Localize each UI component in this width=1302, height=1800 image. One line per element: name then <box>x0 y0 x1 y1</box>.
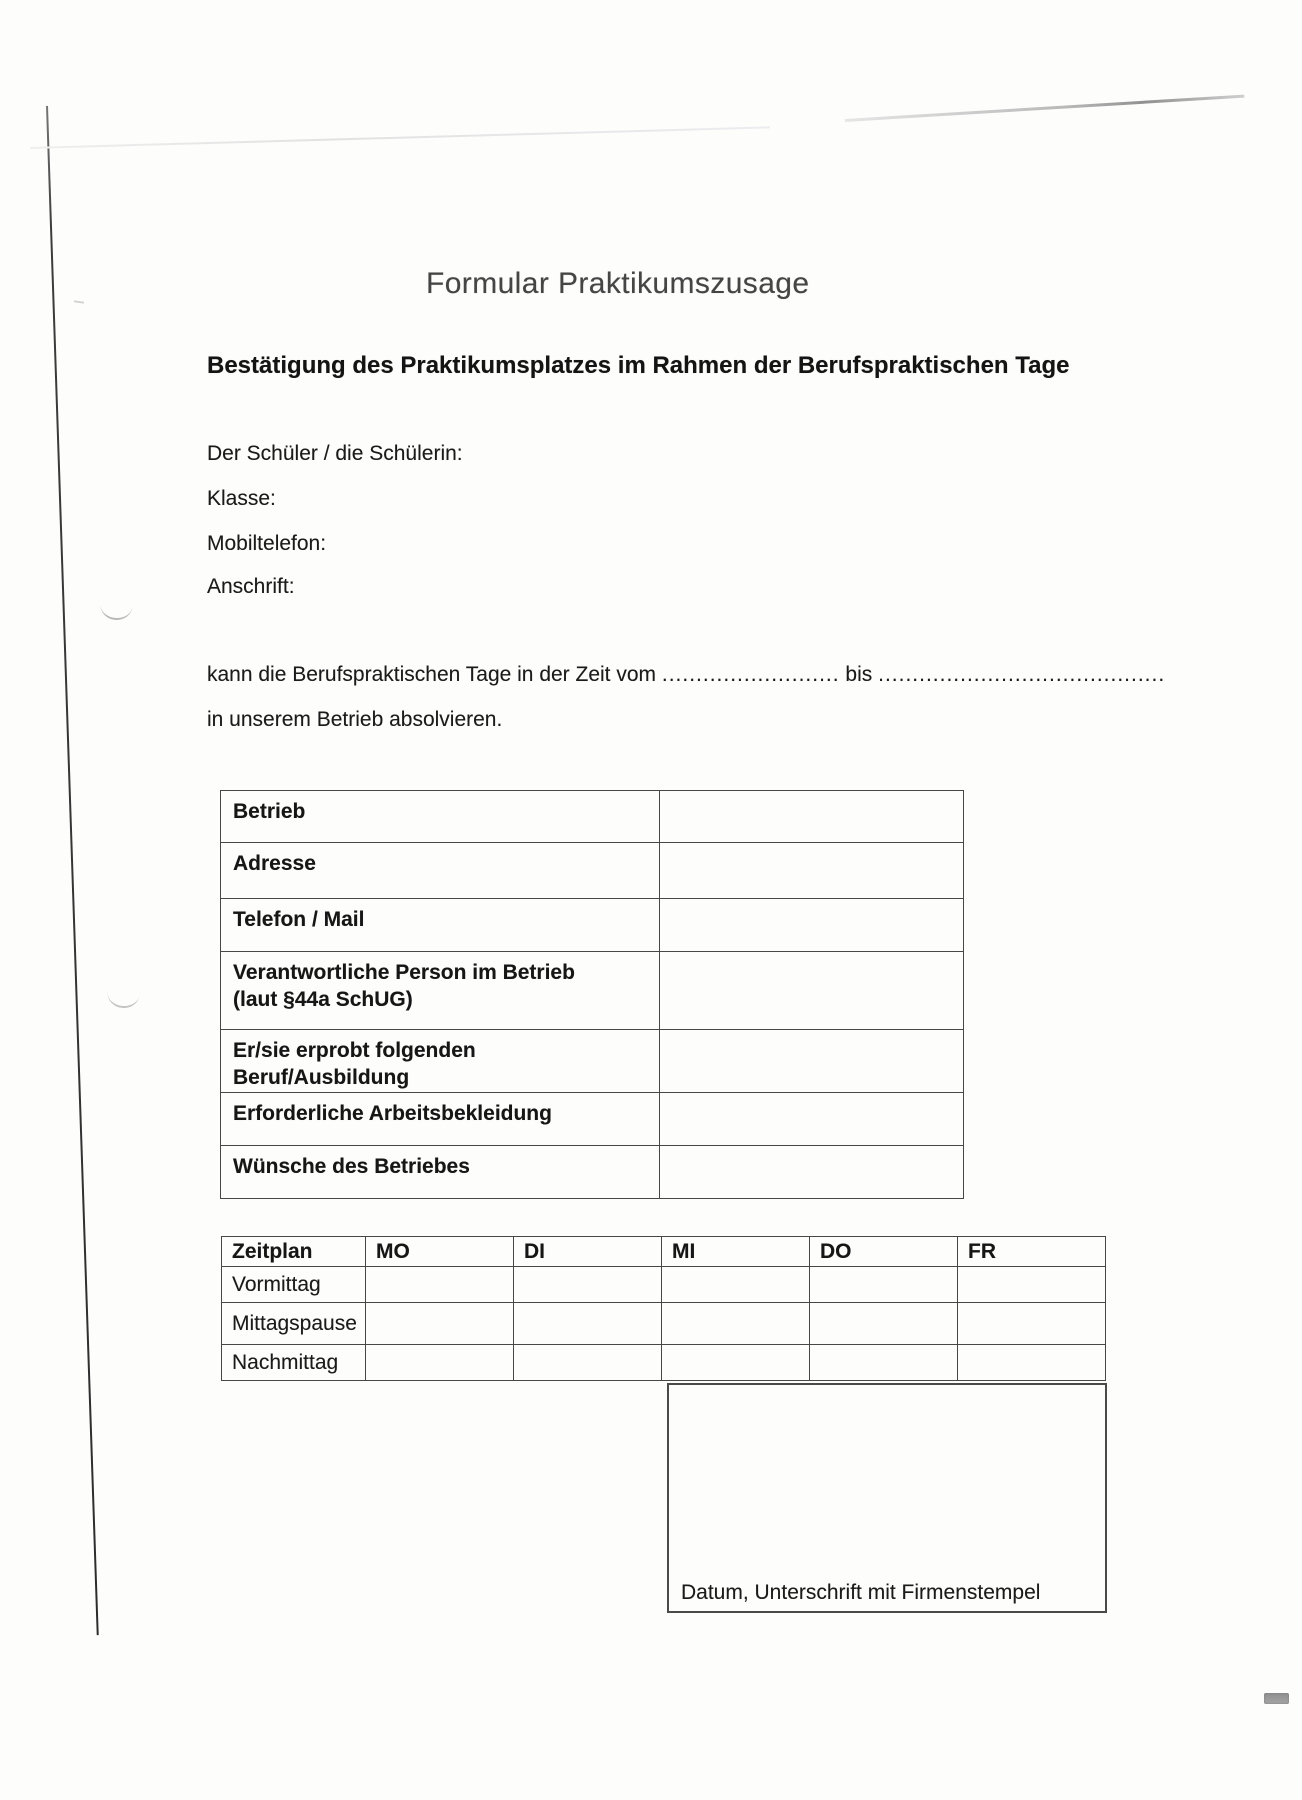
schedule-header-do: DO <box>810 1237 958 1267</box>
schedule-cell <box>366 1345 514 1381</box>
schedule-row-label: Vormittag <box>222 1267 366 1303</box>
table-row <box>221 952 964 1030</box>
schedule-cell <box>514 1303 662 1345</box>
table-row <box>221 791 964 843</box>
scan-fold-line <box>46 106 99 1635</box>
period-dotted-line-from: .......................... <box>661 663 840 686</box>
row-value-verantwortliche-person <box>660 952 964 1030</box>
schedule-header-row <box>222 1237 1106 1267</box>
row-value-adresse <box>660 843 964 899</box>
row-label-telefon-mail: Telefon / Mail <box>233 908 365 931</box>
scan-smudge <box>1264 1693 1289 1704</box>
schedule-row-label: Mittagspause <box>222 1303 366 1345</box>
schedule-row-nachmittag <box>222 1345 1106 1381</box>
field-label-class: Klasse: <box>207 487 276 510</box>
row-label-betrieb: Betrieb <box>233 800 306 823</box>
field-label-address: Anschrift: <box>207 575 295 598</box>
scan-pen-mark <box>106 991 139 1010</box>
field-label-mobile: Mobiltelefon: <box>207 532 327 555</box>
row-sublabel-schug: (laut §44a SchUG) <box>233 988 413 1012</box>
scan-pen-mark <box>99 603 132 621</box>
schedule-cell <box>958 1345 1106 1381</box>
row-label-wuensche: Wünsche des Betriebes <box>233 1154 470 1178</box>
scan-speck <box>74 300 84 303</box>
period-text-bis: bis <box>845 663 873 686</box>
schedule-header-fr: FR <box>958 1237 1106 1267</box>
row-label-verantwortliche-person: Verantwortliche Person im Betrieb <box>233 961 575 984</box>
schedule-cell <box>662 1267 810 1303</box>
schedule-cell <box>514 1345 662 1381</box>
period-sentence-line2: in unserem Betrieb absolvieren. <box>207 708 503 731</box>
schedule-cell <box>810 1267 958 1303</box>
table-row <box>221 899 964 952</box>
schedule-header-mo: MO <box>366 1237 514 1267</box>
schedule-table <box>221 1236 1106 1381</box>
document-title: Formular Praktikumszusage <box>426 267 810 300</box>
schedule-header-mi: MI <box>662 1237 810 1267</box>
row-label-arbeitsbekleidung: Erforderliche Arbeitsbekleidung <box>233 1101 552 1125</box>
row-value-beruf-ausbildung <box>660 1030 964 1093</box>
schedule-cell <box>958 1303 1106 1345</box>
scan-edge-line-right <box>845 95 1244 122</box>
row-value-wuensche <box>660 1145 964 1198</box>
company-table <box>220 790 964 1199</box>
schedule-cell <box>366 1267 514 1303</box>
row-value-betrieb <box>660 791 964 843</box>
schedule-row-mittagspause <box>222 1303 1106 1345</box>
signature-box <box>667 1383 1107 1613</box>
document-heading: Bestätigung des Praktikumsplatzes im Rahmen der Berufspraktischen Tage <box>207 352 1070 379</box>
table-row <box>221 1030 964 1093</box>
scan-edge-line-left <box>30 126 770 149</box>
row-label-adresse: Adresse <box>233 852 316 875</box>
schedule-cell <box>662 1345 810 1381</box>
row-label-beruf-ausbildung: Er/sie erprobt folgenden Beruf/Ausbildung <box>233 1039 476 1090</box>
signature-caption: Datum, Unterschrift mit Firmenstempel <box>681 1581 1041 1604</box>
table-row <box>221 843 964 899</box>
schedule-cell <box>958 1267 1106 1303</box>
row-value-telefon-mail <box>660 899 964 952</box>
schedule-cell <box>810 1345 958 1381</box>
table-row <box>221 1145 964 1198</box>
schedule-row-label: Nachmittag <box>222 1345 366 1381</box>
period-text-prefix: kann die Berufspraktischen Tage in der Zeit vom <box>207 663 657 686</box>
schedule-header-zeitplan: Zeitplan <box>222 1237 366 1267</box>
schedule-header-di: DI <box>514 1237 662 1267</box>
schedule-row-vormittag <box>222 1267 1106 1303</box>
table-row <box>221 1092 964 1145</box>
schedule-cell <box>366 1303 514 1345</box>
field-label-student: Der Schüler / die Schülerin: <box>207 442 463 465</box>
period-dotted-line-to: .......................................... <box>878 663 1166 686</box>
period-sentence-line1 <box>207 663 1165 687</box>
row-value-arbeitsbekleidung <box>660 1092 964 1145</box>
schedule-cell <box>810 1303 958 1345</box>
schedule-cell <box>662 1303 810 1345</box>
schedule-cell <box>514 1267 662 1303</box>
